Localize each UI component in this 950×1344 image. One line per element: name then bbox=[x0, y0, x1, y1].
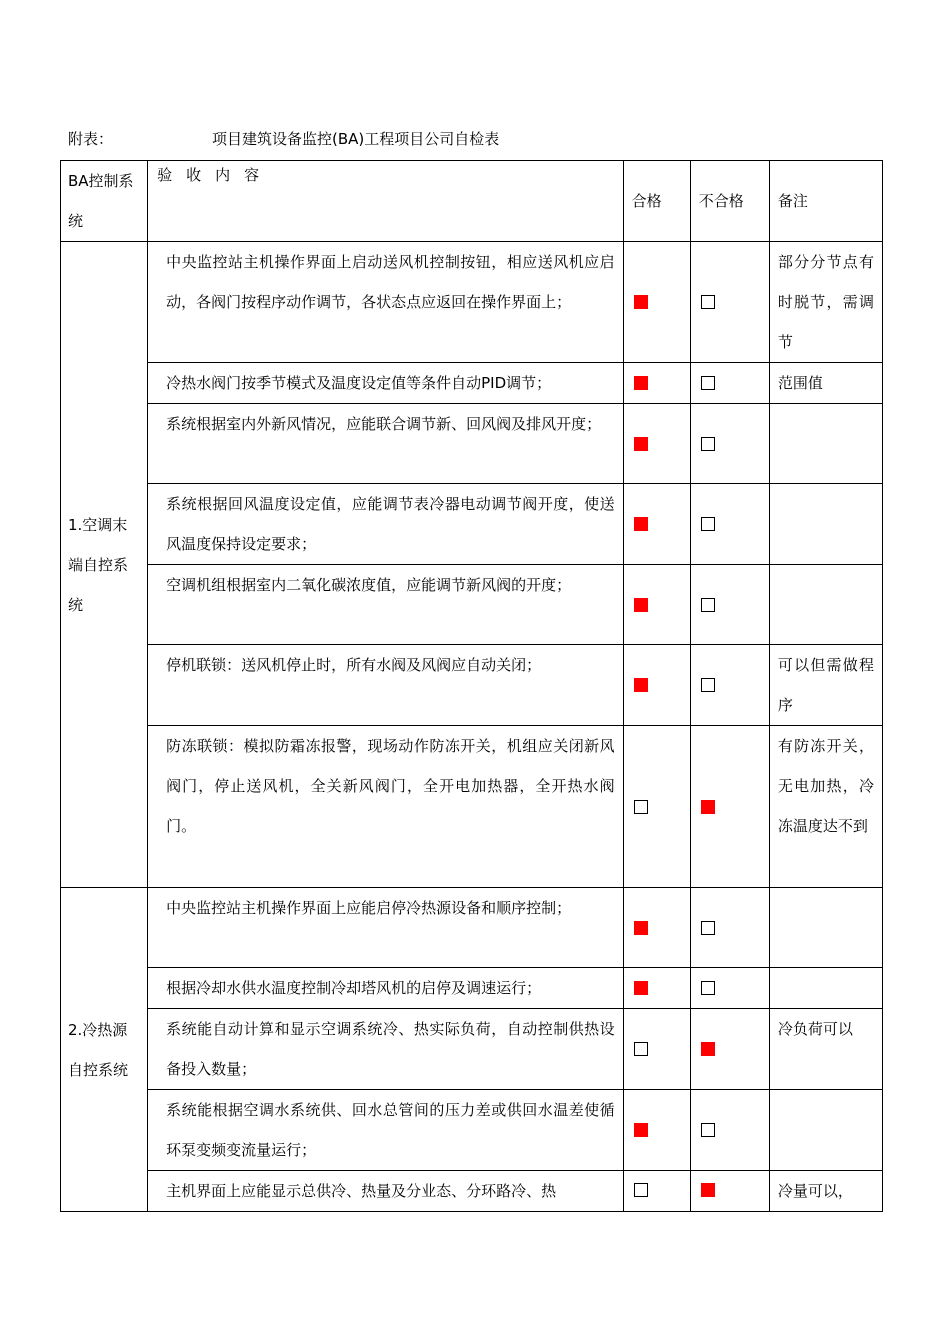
fail-empty-box[interactable] bbox=[701, 678, 715, 692]
content-cell bbox=[148, 726, 624, 888]
inspection-item-text: 系统根据室内外新风情况，应能联合调节新、回风阀及排风开度； bbox=[166, 415, 602, 433]
pass-checked-box[interactable] bbox=[634, 437, 648, 451]
content-cell bbox=[148, 242, 624, 363]
remark-text: 范围值 bbox=[777, 374, 823, 392]
remark-cell bbox=[769, 726, 882, 888]
fail-mark-cell bbox=[690, 1090, 769, 1171]
remark-cell bbox=[769, 484, 882, 565]
system-name-cell bbox=[61, 888, 148, 1212]
fail-empty-box[interactable] bbox=[701, 437, 715, 451]
system-name: 1.空调末端自控系统 bbox=[68, 515, 129, 614]
fail-mark-cell bbox=[690, 726, 769, 888]
pass-checked-box[interactable] bbox=[634, 981, 648, 995]
pass-mark-cell bbox=[623, 404, 690, 484]
inspection-item-text: 停机联锁：送风机停止时，所有水阀及风阀应自动关闭； bbox=[166, 656, 542, 674]
fail-mark-cell bbox=[690, 1009, 769, 1090]
fail-checked-box[interactable] bbox=[701, 800, 715, 814]
table-row bbox=[61, 363, 883, 404]
content-cell bbox=[148, 363, 624, 404]
pass-mark-cell bbox=[623, 484, 690, 565]
inspection-item-text: 系统能自动计算和显示空调系统冷、热实际负荷，自动控制供热设备投入数量； bbox=[166, 1020, 615, 1078]
header-fail: 不合格 bbox=[690, 161, 769, 242]
pass-checked-box[interactable] bbox=[634, 295, 648, 309]
fail-mark-cell bbox=[690, 565, 769, 645]
table-row bbox=[61, 565, 883, 645]
pass-checked-box[interactable] bbox=[634, 517, 648, 531]
pass-empty-box[interactable] bbox=[634, 800, 648, 814]
document-header bbox=[68, 124, 888, 152]
fail-empty-box[interactable] bbox=[701, 376, 715, 390]
table-row bbox=[61, 726, 883, 888]
table-row bbox=[61, 242, 883, 363]
pass-mark-cell bbox=[623, 1090, 690, 1171]
fail-mark-cell bbox=[690, 484, 769, 565]
content-cell bbox=[148, 645, 624, 726]
fail-empty-box[interactable] bbox=[701, 981, 715, 995]
pass-mark-cell bbox=[623, 1009, 690, 1090]
fail-mark-cell bbox=[690, 404, 769, 484]
pass-mark-cell bbox=[623, 968, 690, 1009]
remark-cell bbox=[769, 1090, 882, 1171]
table-row bbox=[61, 645, 883, 726]
content-cell bbox=[148, 565, 624, 645]
pass-mark-cell bbox=[623, 1171, 690, 1212]
fail-checked-box[interactable] bbox=[701, 1183, 715, 1197]
attachment-label: 附表： bbox=[68, 130, 114, 148]
header-system: BA控制系统 bbox=[61, 161, 148, 242]
table-row bbox=[61, 968, 883, 1009]
remark-text: 冷负荷可以 bbox=[777, 1020, 853, 1038]
fail-empty-box[interactable] bbox=[701, 921, 715, 935]
remark-cell bbox=[769, 363, 882, 404]
inspection-item-text: 冷热水阀门按季节模式及温度设定值等条件自动PID调节； bbox=[166, 374, 552, 392]
fail-empty-box[interactable] bbox=[701, 295, 715, 309]
table-row bbox=[61, 1090, 883, 1171]
pass-mark-cell bbox=[623, 565, 690, 645]
inspection-item-text: 中央监控站主机操作界面上启动送风机控制按钮，相应送风机应启动，各阀门按程序动作调节，各状态点应返回在操作界面上； bbox=[166, 253, 615, 311]
content-cell bbox=[148, 1009, 624, 1090]
content-cell bbox=[148, 404, 624, 484]
remark-cell bbox=[769, 1009, 882, 1090]
content-cell bbox=[148, 888, 624, 968]
remark-cell bbox=[769, 565, 882, 645]
remark-cell bbox=[769, 645, 882, 726]
content-cell bbox=[148, 484, 624, 565]
header-remark: 备注 bbox=[769, 161, 882, 242]
header-pass: 合格 bbox=[623, 161, 690, 242]
fail-checked-box[interactable] bbox=[701, 1042, 715, 1056]
content-cell bbox=[148, 1090, 624, 1171]
remark-cell bbox=[769, 1171, 882, 1212]
inspection-item-text: 空调机组根据室内二氧化碳浓度值，应能调节新风阀的开度； bbox=[166, 576, 572, 594]
inspection-item-text: 中央监控站主机操作界面上应能启停冷热源设备和顺序控制； bbox=[166, 899, 572, 917]
fail-mark-cell bbox=[690, 645, 769, 726]
system-name: 2.冷热源自控系统 bbox=[68, 1020, 129, 1079]
pass-mark-cell bbox=[623, 645, 690, 726]
pass-empty-box[interactable] bbox=[634, 1042, 648, 1056]
fail-mark-cell bbox=[690, 888, 769, 968]
inspection-item-text: 防冻联锁：模拟防霜冻报警，现场动作防冻开关，机组应关闭新风阀门，停止送风机，全关新风阀门，全开电加热器，全开热水阀门。 bbox=[166, 737, 615, 835]
system-name-cell bbox=[61, 242, 148, 888]
fail-empty-box[interactable] bbox=[701, 1123, 715, 1137]
pass-checked-box[interactable] bbox=[634, 376, 648, 390]
fail-mark-cell bbox=[690, 363, 769, 404]
inspection-item-text: 系统能根据空调水系统供、回水总管间的压力差或供回水温差使循环泵变频变流量运行； bbox=[166, 1101, 615, 1159]
inspection-item-text: 系统根据回风温度设定值，应能调节表冷器电动调节阀开度，使送风温度保持设定要求； bbox=[166, 495, 615, 553]
table-row bbox=[61, 888, 883, 968]
table-row bbox=[61, 1009, 883, 1090]
table-row bbox=[61, 1171, 883, 1212]
table-header-row bbox=[61, 161, 883, 242]
inspection-item-text: 主机界面上应能显示总供冷、热量及分业态、分环路冷、热 bbox=[166, 1182, 557, 1200]
content-cell bbox=[148, 1171, 624, 1212]
pass-checked-box[interactable] bbox=[634, 921, 648, 935]
inspection-item-text: 根据冷却水供水温度控制冷却塔风机的启停及调速运行； bbox=[166, 979, 542, 997]
pass-checked-box[interactable] bbox=[634, 1123, 648, 1137]
pass-checked-box[interactable] bbox=[634, 598, 648, 612]
remark-text: 部分分节点有时脱节，需调节 bbox=[777, 253, 874, 351]
pass-mark-cell bbox=[623, 363, 690, 404]
document-title: 项目建筑设备监控(BA)工程项目公司自检表 bbox=[212, 130, 500, 148]
remark-cell bbox=[769, 888, 882, 968]
fail-empty-box[interactable] bbox=[701, 598, 715, 612]
pass-checked-box[interactable] bbox=[634, 678, 648, 692]
pass-mark-cell bbox=[623, 242, 690, 363]
fail-empty-box[interactable] bbox=[701, 517, 715, 531]
remark-cell bbox=[769, 242, 882, 363]
pass-mark-cell bbox=[623, 726, 690, 888]
remark-cell bbox=[769, 404, 882, 484]
fail-mark-cell bbox=[690, 968, 769, 1009]
content-cell bbox=[148, 968, 624, 1009]
header-content: 验收内容 bbox=[148, 161, 624, 242]
remark-text: 可以但需做程序 bbox=[777, 656, 874, 714]
table-row bbox=[61, 484, 883, 565]
inspection-table bbox=[60, 160, 883, 1212]
table-row bbox=[61, 404, 883, 484]
pass-mark-cell bbox=[623, 888, 690, 968]
remark-text: 冷量可以， bbox=[777, 1182, 853, 1200]
fail-mark-cell bbox=[690, 1171, 769, 1212]
remark-cell bbox=[769, 968, 882, 1009]
remark-text: 有防冻开关，无电加热，冷冻温度达不到 bbox=[777, 737, 874, 835]
pass-empty-box[interactable] bbox=[634, 1183, 648, 1197]
fail-mark-cell bbox=[690, 242, 769, 363]
